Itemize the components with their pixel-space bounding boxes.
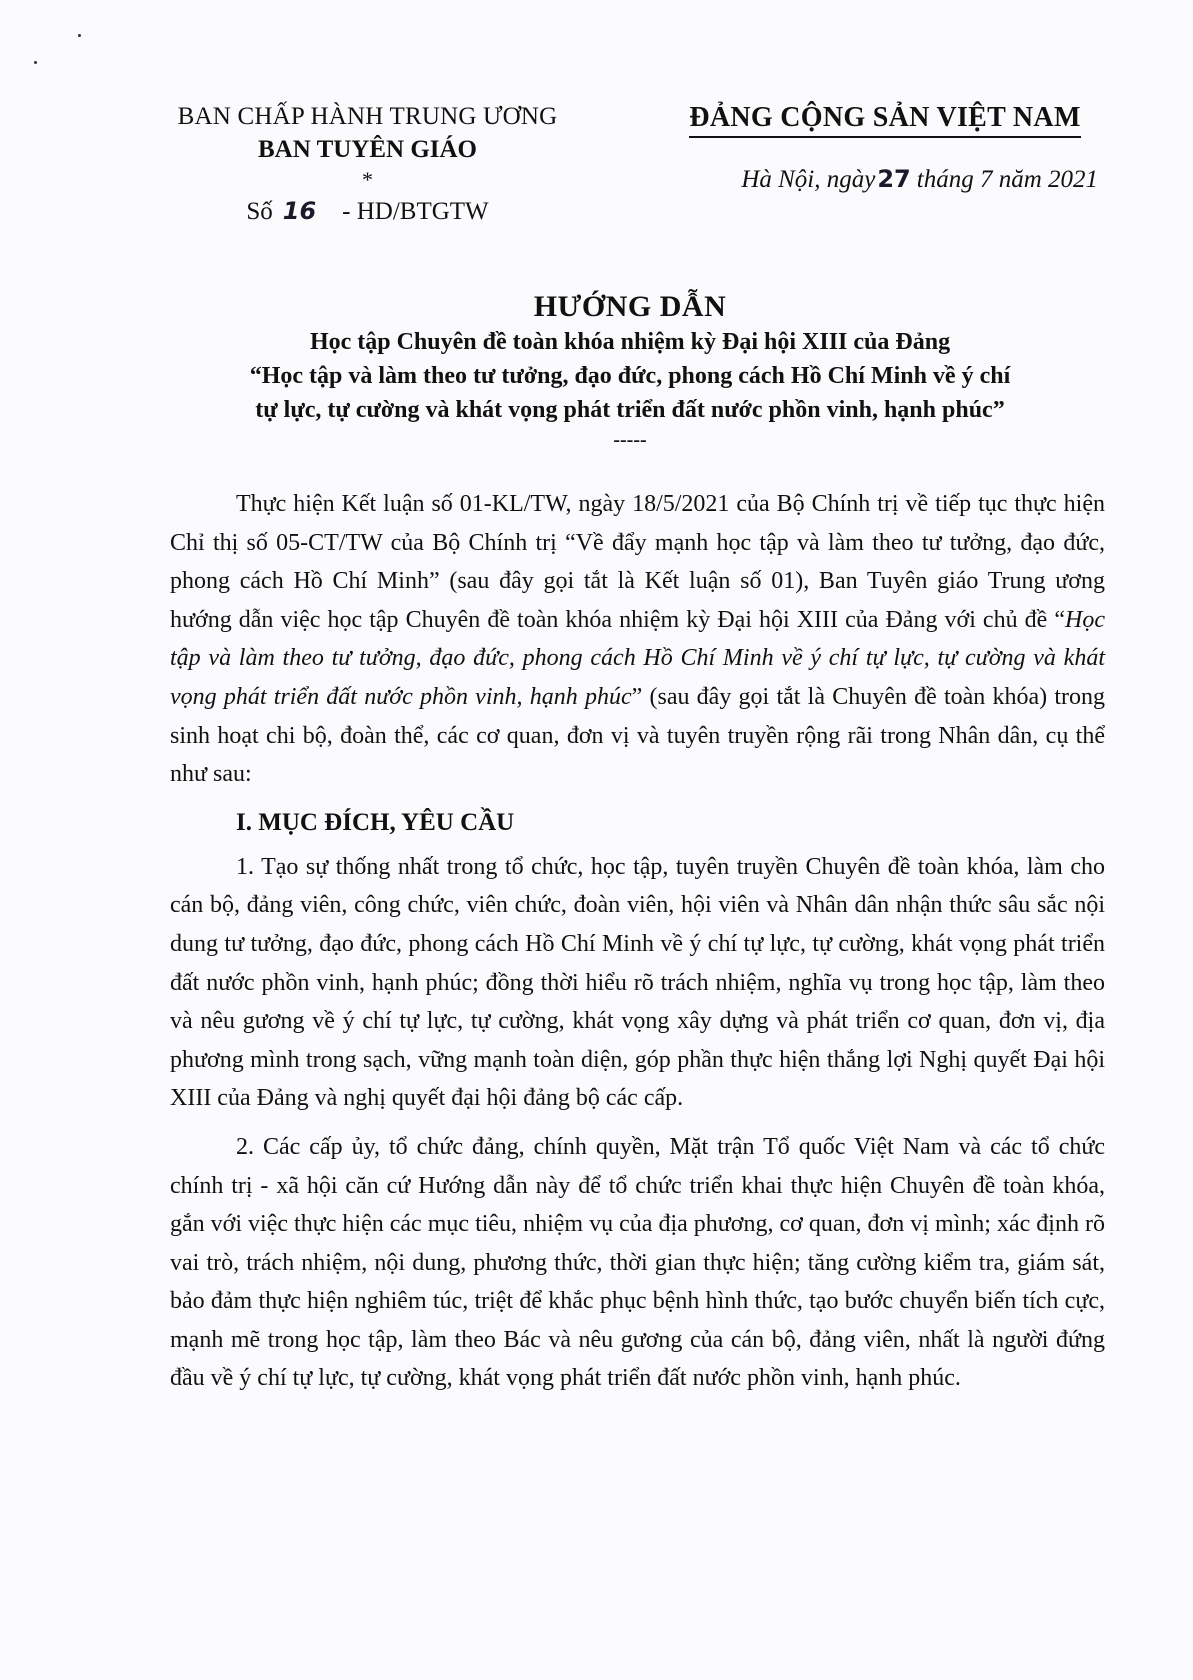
intro-topic-italic: Học tập và làm theo tư tưởng, đạo đức, phong cách Hồ Chí Minh về ý chí tự lực, tự cường và khát vọng phát triển đất nước phồn vinh, hạnh phúc: [170, 606, 1105, 710]
star-separator: *: [362, 167, 373, 192]
section-heading: I. MỤC ĐÍCH, YÊU CẦU: [236, 808, 515, 836]
scan-speck: [34, 61, 37, 64]
party-name: ĐẢNG CỘNG SẢN VIỆT NAM: [689, 100, 1080, 138]
document-title-block: [150, 288, 1110, 451]
date-prefix: Hà Nội, ngày: [741, 166, 876, 193]
section-item-2: 2. Các cấp ủy, tổ chức đảng, chính quyền, Mặt trận Tổ quốc Việt Nam và các tổ chức chính trị - xã hội căn cứ Hướng dẫn này để tổ chức triển khai thực hiện Chuyên đề toàn khóa, gắn với việc thực hiện các mục tiêu, nhiệm vụ của địa phương, cơ quan, đơn vị mình; xác định rõ vai trò, trách nhiệm, nội dung, phương thức, thời gian thực hiện; tăng cường kiểm tra, giám sát, bảo đảm thực hiện nghiêm túc, triệt để khắc phục bệnh hình thức, tạo bước chuyển biến tích cực, mạnh mẽ trong học tập, làm theo Bác và nêu gương của cán bộ, đảng viên, nhất là người đứng đầu về ý chí tự lực, tự cường, khát vọng phát triển đất nước phồn vinh, hạnh phúc.: [170, 1133, 1105, 1392]
handwritten-day: 27: [877, 165, 911, 193]
scan-speck: [78, 34, 81, 37]
number-prefix: Số: [246, 198, 273, 225]
party-header-block: [660, 100, 1110, 197]
issuing-authority-block: [140, 100, 595, 229]
topic-line-1: “Học tập và làm theo tư tưởng, đạo đức, phong cách Hồ Chí Minh về ý chí: [249, 363, 1011, 389]
central-committee-label: BAN CHẤP HÀNH TRUNG ƯƠNG: [177, 103, 558, 130]
intro-paragraph: [170, 485, 1105, 794]
number-suffix: - HD/BTGTW: [342, 198, 489, 225]
intro-text-part1: Thực hiện Kết luận số 01-KL/TW, ngày 18/5/2021 của Bộ Chính trị về tiếp tục thực hiện Chỉ thị số 05-CT/TW của Bộ Chính trị “Về đẩy mạnh học tập và làm theo tư tưởng, đạo đức, phong cách Hồ Chí Minh” (sau đây gọi tắt là Kết luận số 01), Ban Tuyên giáo Trung ương hướng dẫn việc học tập Chuyên đề toàn khóa nhiệm kỳ Đại hội XIII của Đảng với chủ đề “: [170, 491, 1105, 633]
document-body: [170, 485, 1105, 1398]
place-date: [660, 162, 1110, 197]
intro-text-part2: ” (sau đây gọi tắt là Chuyên đề toàn khóa) trong sinh hoạt chi bộ, đoàn thể, các cơ quan, đơn vị và tuyên truyền rộng rãi trong Nhân dân, cụ thể như sau:: [170, 683, 1106, 788]
topic-line-2: tự lực, tự cường và khát vọng phát triển đất nước phồn vinh, hạnh phúc”: [255, 397, 1005, 423]
document-type-title: HƯỚNG DẪN: [533, 290, 727, 323]
section-item-1: 1. Tạo sự thống nhất trong tổ chức, học tập, tuyên truyền Chuyên đề toàn khóa, làm cho cán bộ, đảng viên, công chức, viên chức, đoàn viên, hội viên và Nhân dân nhận thức sâu sắc nội dung tư tưởng, đạo đức, phong cách Hồ Chí Minh về ý chí tự lực, tự cường, khát vọng phát triển đất nước phồn vinh, hạnh phúc; đồng thời hiểu rõ trách nhiệm, nghĩa vụ trong học tập, làm theo và nêu gương về ý chí tự lực, tự cường, khát vọng xây dựng và phát triển cơ quan, đơn vị, địa phương mình trong sạch, vững mạnh toàn diện, góp phần thực hiện thắng lợi Nghị quyết Đại hội XIII của Đảng và nghị quyết đại hội đảng bộ các cấp.: [170, 853, 1105, 1112]
date-suffix: tháng 7 năm 2021: [916, 166, 1098, 193]
title-separator: -----: [613, 429, 647, 451]
department-label: BAN TUYÊN GIÁO: [257, 136, 478, 163]
document-number: [140, 194, 595, 229]
handwritten-number: 16: [282, 197, 317, 225]
document-subtitle: Học tập Chuyên đề toàn khóa nhiệm kỳ Đại hội XIII của Đảng: [309, 329, 951, 355]
